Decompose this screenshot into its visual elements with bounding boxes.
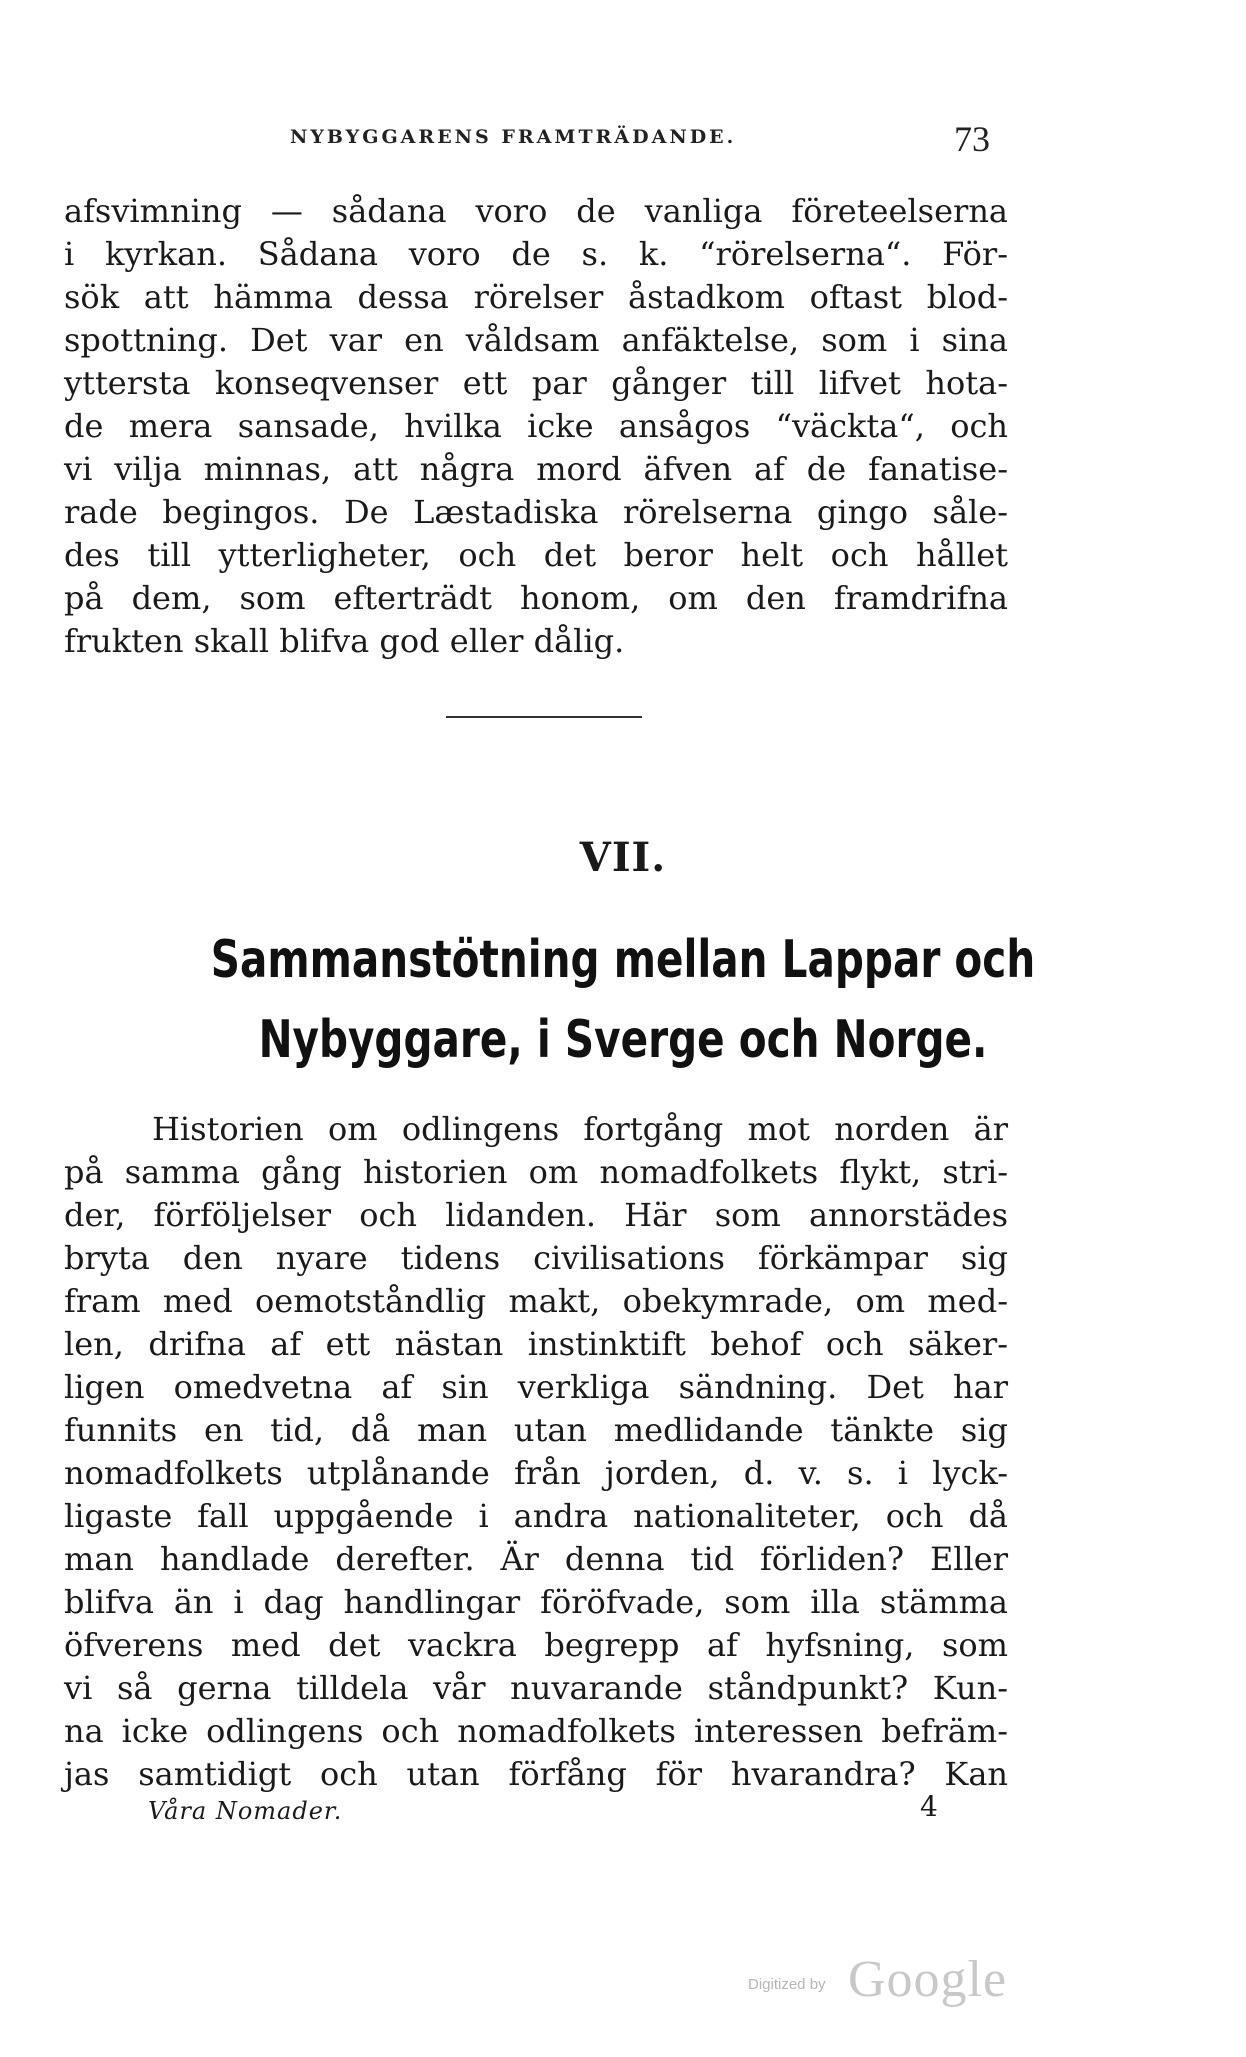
chapter-number: VII. — [579, 834, 667, 881]
text-line: der, förföljelser och lidanden. Här som annorstädes — [64, 1196, 1008, 1234]
text-line: på dem, som efterträdt honom, om den framdrifna — [64, 579, 1008, 617]
text-line: de mera sansade, hvilka icke ansågos “väckta“, och — [64, 407, 1008, 445]
text-line: na icke odlingens och nomadfolkets interessen befräm- — [64, 1712, 1008, 1750]
text-line: funnits en tid, då man utan medlidande tänkte sig — [64, 1411, 1008, 1449]
chapter-title-line-1: Sammanstötning mellan Lappar och — [210, 930, 1036, 990]
section-separator — [446, 716, 642, 718]
text-line: ligen omedvetna af sin verkliga sändning. Det har — [64, 1368, 1008, 1406]
text-line: sök att hämma dessa rörelser åstadkom oftast blod- — [64, 278, 1008, 316]
text-line: vi så gerna tilldela vår nuvarande ståndpunkt? Kun- — [64, 1669, 1008, 1707]
running-title: NYBYGGARENS FRAMTRÄDANDE. — [290, 126, 737, 148]
text-line: jas samtidigt och utan förfång för hvarandra? Kan — [64, 1755, 1008, 1793]
google-logo: Google — [848, 1951, 1008, 2008]
text-line: Historien om odlingens fortgång mot norden är — [152, 1110, 1008, 1148]
chapter-title-line-2: Nybyggare, i Sverge och Norge. — [258, 1010, 988, 1070]
text-line: rade begingos. De Læstadiska rörelserna gingo såle- — [64, 493, 1008, 531]
footer-book-title: Våra Nomader. — [148, 1797, 343, 1825]
text-line: frukten skall blifva god eller dålig. — [64, 622, 625, 660]
text-line: len, drifna af ett nästan instinktift behof och säker- — [64, 1325, 1008, 1363]
paragraph-top — [64, 190, 1008, 663]
text-line: afsvimning — sådana voro de vanliga företeelserna — [64, 192, 1008, 230]
text-line: spottning. Det var en våldsam anfäktelse, som i sina — [64, 321, 1008, 359]
page-number: 73 — [954, 119, 990, 159]
text-line: nomadfolkets utplånande från jorden, d. v. s. i lyck- — [64, 1454, 1008, 1492]
text-line: man handlade derefter. Är denna tid förliden? Eller — [64, 1540, 1008, 1578]
paragraph-bottom — [64, 1108, 1008, 1796]
text-line: vi vilja minnas, att några mord äfven af de fanatise- — [64, 450, 1008, 488]
text-line: i kyrkan. Sådana voro de s. k. “rörelserna“. För- — [64, 235, 1008, 273]
text-line: ligaste fall uppgående i andra nationaliteter, och då — [64, 1497, 1008, 1535]
text-line: öfverens med det vackra begrepp af hyfsning, som — [64, 1626, 1008, 1664]
text-line: på samma gång historien om nomadfolkets flykt, stri- — [64, 1153, 1008, 1191]
text-line: bryta den nyare tidens civilisations förkämpar sig — [64, 1239, 1008, 1277]
text-line: fram med oemotståndlig makt, obekymrade, om med- — [64, 1282, 1008, 1320]
text-line: yttersta konseqvenser ett par gånger till lifvet hota- — [64, 364, 1008, 402]
text-line: blifva än i dag handlingar föröfvade, som illa stämma — [64, 1583, 1008, 1621]
digitized-watermark — [748, 1950, 1008, 2010]
running-head — [290, 118, 990, 158]
footer-signature: 4 — [920, 1790, 938, 1823]
digitized-by-label: Digitized by — [748, 1976, 826, 1993]
text-line: des till ytterligheter, och det beror helt och hållet — [64, 536, 1008, 574]
